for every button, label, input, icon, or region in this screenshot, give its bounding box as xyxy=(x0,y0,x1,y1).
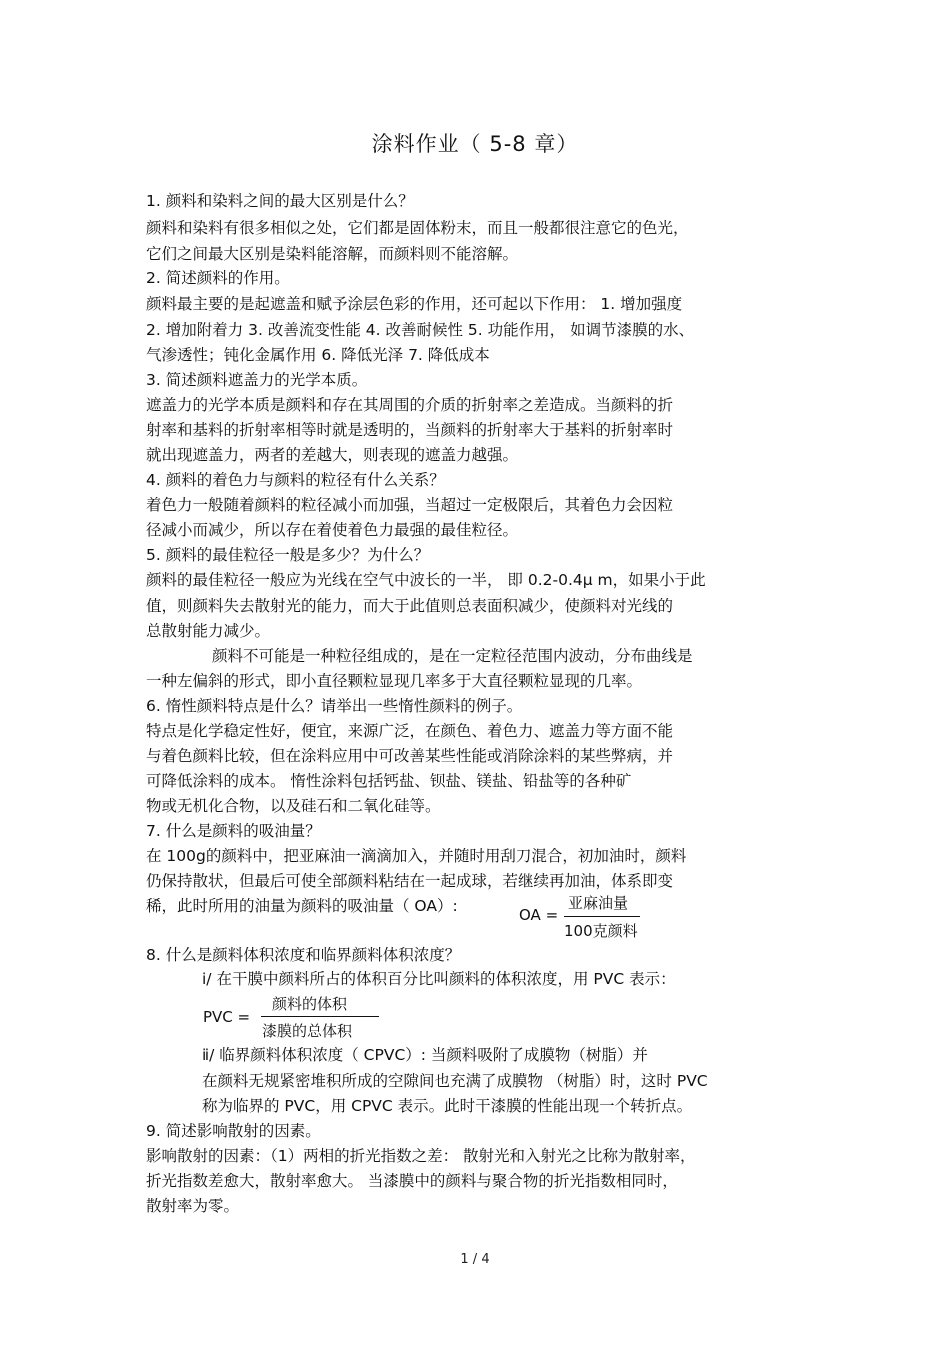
answer-line: 称为临界的 PVC，用 CPVC 表示。此时干漆膜的性能出现一个转折点。 xyxy=(202,1097,693,1115)
answer-line: 折光指数差愈大，散射率愈大。 当漆膜中的颜料与聚合物的折光指数相同时， xyxy=(146,1172,678,1190)
answer-line: 径减小而减少，所以存在着使着色力最强的最佳粒径。 xyxy=(146,521,519,539)
oa-formula-denominator: 100克颜料 xyxy=(564,922,638,940)
answer-line: 仍保持散状，但最后可使全部颜料粘结在一起成球，若继续再加油，体系即变 xyxy=(146,872,674,890)
answer-line: 它们之间最大区别是染料能溶解，而颜料则不能溶解。 xyxy=(146,245,519,263)
answer-line: 颜料和染料有很多相似之处，它们都是固体粉末，而且一般都很注意它的色光， xyxy=(146,219,689,237)
pvc-formula-denominator: 漆膜的总体积 xyxy=(262,1022,353,1040)
answer-line: 颜料最主要的是起遮盖和赋予涂层色彩的作用，还可起以下作用： 1. 增加强度 xyxy=(146,295,683,313)
answer-line: 影响散射的因素：（1）两相的折光指数之差： 散射光和入射光之比称为散射率， xyxy=(146,1147,696,1165)
pvc-fraction-bar xyxy=(261,1016,379,1017)
answer-line: 就出现遮盖力，两者的差越大，则表现的遮盖力越强。 xyxy=(146,446,519,464)
answer-line: 射率和基料的折射率相等时就是透明的，当颜料的折射率大于基料的折射率时 xyxy=(146,421,674,439)
oa-formula-lhs: OA = xyxy=(519,906,559,924)
oa-formula-numerator: 亚麻油量 xyxy=(568,894,629,912)
answer-line: 在 100g的颜料中，把亚麻油一滴滴加入，并随时用刮刀混合，初加油时，颜料 xyxy=(146,847,687,865)
answer-line: ⅰ/ 在干膜中颜料所占的体积百分比叫颜料的体积浓度，用 PVC 表示： xyxy=(202,970,676,988)
answer-line: 稀，此时所用的油量为颜料的吸油量（ OA）: xyxy=(146,897,458,915)
question-1: 1. 颜料和染料之间的最大区别是什么？ xyxy=(146,192,414,210)
answer-line: 一种左偏斜的形式，即小直径颗粒显现几率多于大直径颗粒显现的几率。 xyxy=(146,672,643,690)
answer-line: 颜料不可能是一种粒径组成的，是在一定粒径范围内波动，分布曲线是 xyxy=(212,647,693,665)
answer-line: 颜料的最佳粒径一般应为光线在空气中波长的一半， 即 0.2-0.4μ m，如果小于此 xyxy=(146,571,706,589)
pvc-formula-numerator: 颜料的体积 xyxy=(272,995,348,1013)
answer-line: 值，则颜料失去散射光的能力，而大于此值则总表面积减少，使颜料对光线的 xyxy=(146,597,674,615)
question-2: 2. 简述颜料的作用。 xyxy=(146,269,290,287)
answer-line: 遮盖力的光学本质是颜料和存在其周围的介质的折射率之差造成。当颜料的折 xyxy=(146,396,674,414)
answer-line: 可降低涂料的成本。 惰性涂料包括钙盐、钡盐、镁盐、铅盐等的各种矿 xyxy=(146,772,632,790)
page-number: 1 / 4 xyxy=(460,1252,490,1267)
answer-line: 在颜料无规紧密堆积所成的空隙间也充满了成膜物 （树脂）时，这时 PVC xyxy=(202,1072,708,1090)
answer-line: ⅱ/ 临界颜料体积浓度（ CPVC）: 当颜料吸附了成膜物（树脂）并 xyxy=(202,1046,648,1064)
question-9: 9. 简述影响散射的因素。 xyxy=(146,1122,321,1140)
answer-line: 2. 增加附着力 3. 改善流变性能 4. 改善耐候性 5. 功能作用， 如调节漆膜的水、 xyxy=(146,321,695,339)
answer-line: 散射率为零。 xyxy=(146,1197,240,1215)
answer-line: 气渗透性；钝化金属作用 6. 降低光泽 7. 降低成本 xyxy=(146,346,490,364)
answer-line: 总散射能力减少。 xyxy=(146,622,271,640)
question-3: 3. 简述颜料遮盖力的光学本质。 xyxy=(146,371,368,389)
oa-fraction-bar xyxy=(564,916,640,917)
page-title: 涂料作业（ 5-8 章） xyxy=(371,132,579,156)
answer-line: 着色力一般随着颜料的粒径减小而加强，当超过一定极限后，其着色力会因粒 xyxy=(146,496,674,514)
answer-line: 与着色颜料比较，但在涂料应用中可改善某些性能或消除涂料的某些弊病，并 xyxy=(146,747,674,765)
question-8: 8. 什么是颜料体积浓度和临界颜料体积浓度？ xyxy=(146,946,461,964)
question-6: 6. 惰性颜料特点是什么？请举出一些惰性颜料的例子。 xyxy=(146,697,523,715)
question-7: 7. 什么是颜料的吸油量？ xyxy=(146,822,321,840)
pvc-formula-lhs: PVC = xyxy=(203,1008,251,1026)
question-5: 5. 颜料的最佳粒径一般是多少？为什么？ xyxy=(146,546,430,564)
answer-line: 物或无机化合物，以及硅石和二氧化硅等。 xyxy=(146,797,441,815)
question-4: 4. 颜料的着色力与颜料的粒径有什么关系？ xyxy=(146,471,445,489)
answer-line: 特点是化学稳定性好，便宜，来源广泛，在颜色、着色力、遮盖力等方面不能 xyxy=(146,722,674,740)
